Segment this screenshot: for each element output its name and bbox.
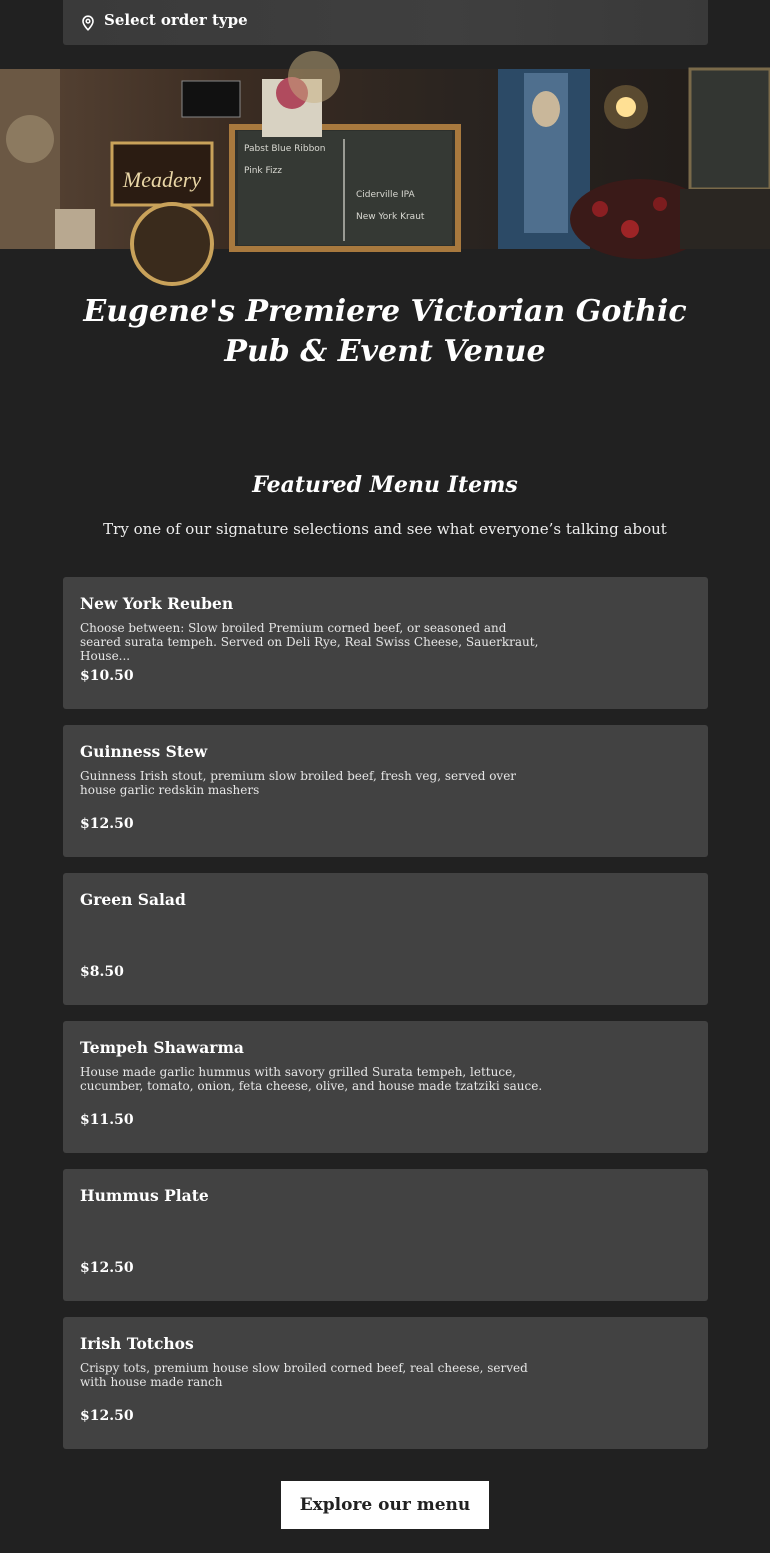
order-type-selector[interactable]: [63, 0, 708, 45]
menu-item-description: House made garlic hummus with savory grilled Surata tempeh, lettuce, cucumber, tomato, onion, feta cheese, olive, and house made tzatziki sauce.: [80, 1065, 543, 1093]
menu-item-description: Crispy tots, premium house slow broiled corned beef, real cheese, served with house made ranch: [80, 1361, 528, 1389]
menu-item-description: Guinness Irish stout, premium slow broiled beef, fresh veg, served over house garlic redskin mashers: [80, 769, 517, 797]
menu-item-name: New York Reuben: [80, 594, 234, 613]
chalkboard-line-4: New York Kraut: [356, 212, 425, 222]
menu-item-price: $12.50: [80, 1408, 134, 1424]
menu-item-description: Choose between: Slow broiled Premium corned beef, or seasoned and seared surata tempeh. Served on Deli Rye, Real Swiss Cheese, Sauerkraut, House...: [80, 621, 539, 663]
chalkboard-line-2: Pink Fizz: [244, 166, 282, 176]
menu-item-price: $8.50: [80, 964, 124, 980]
menu-item-card[interactable]: [63, 577, 708, 709]
menu-item-card[interactable]: [63, 873, 708, 1005]
menu-item-card[interactable]: [63, 1317, 708, 1449]
order-type-label: Select order type: [104, 10, 248, 29]
explore-menu-button[interactable]: Explore our menu: [281, 1481, 489, 1529]
menu-item-name: Green Salad: [80, 890, 186, 909]
chalkboard-line-3: Ciderville IPA: [356, 190, 415, 200]
menu-item-price: $12.50: [80, 816, 134, 832]
menu-item-price: $11.50: [80, 1112, 134, 1128]
menu-item-name: Guinness Stew: [80, 742, 208, 761]
map-pin-icon: [80, 15, 96, 31]
featured-section-subtitle: Try one of our signature selections and see what everyone’s talking about: [103, 520, 667, 538]
menu-item-card[interactable]: [63, 725, 708, 857]
venue-tagline: Eugene's Premiere Victorian Gothic Pub & Event Venue: [83, 294, 687, 369]
menu-item-card[interactable]: [63, 1021, 708, 1153]
featured-section-title: Featured Menu Items: [252, 472, 518, 498]
menu-item-price: $10.50: [80, 668, 134, 684]
menu-item-card[interactable]: [63, 1169, 708, 1301]
menu-item-price: $12.50: [80, 1260, 134, 1276]
menu-item-name: Hummus Plate: [80, 1186, 209, 1205]
meadery-sign-text: Meadery: [122, 167, 202, 192]
hero-image: [0, 69, 770, 249]
pub-interior-photo: [0, 69, 770, 249]
chalkboard-line-1: Pabst Blue Ribbon: [244, 144, 326, 154]
featured-menu-list: [63, 577, 708, 1465]
menu-item-name: Irish Totchos: [80, 1334, 194, 1353]
menu-item-name: Tempeh Shawarma: [80, 1038, 244, 1057]
